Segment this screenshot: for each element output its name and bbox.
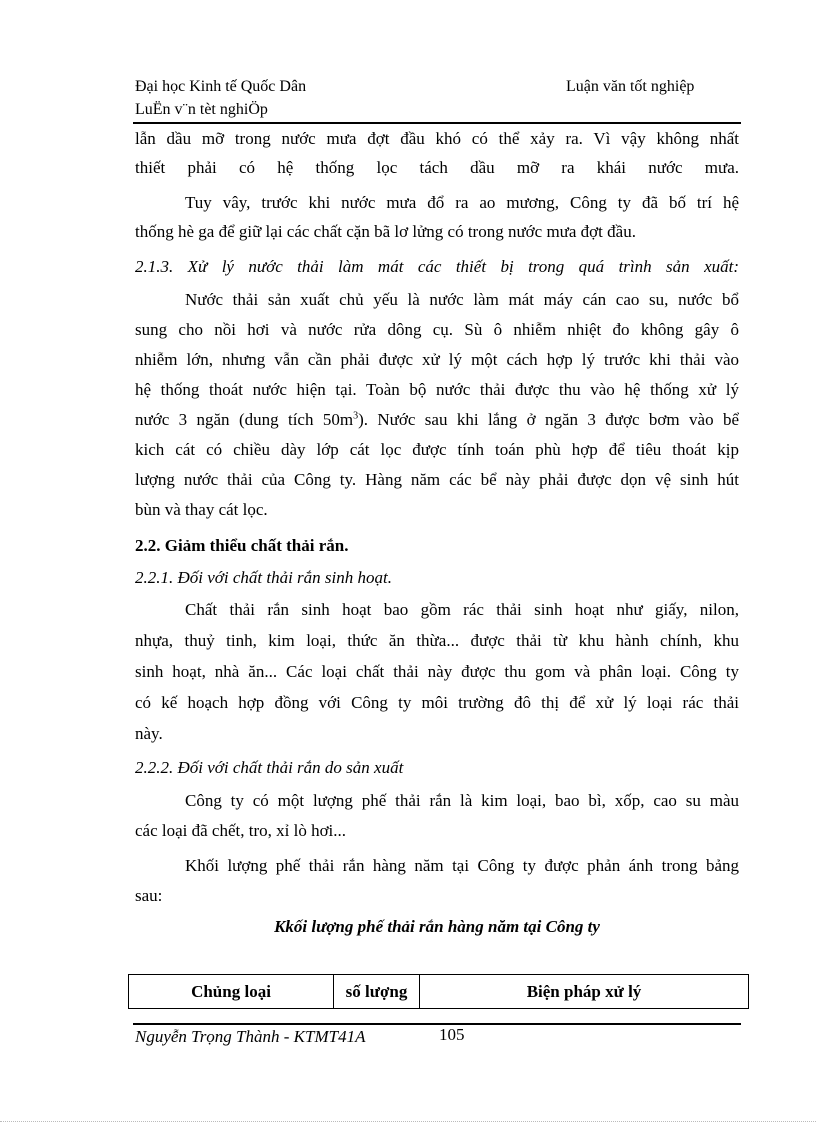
paragraph-line: nhựa, thuỷ tinh, kim loại, thức ăn thừa... được thải từ khu hành chính, khu [135,631,739,650]
paragraph-line: có kế hoạch hợp đồng với Công ty môi trường đô thị để xử lý loại rác thải [135,693,739,712]
paragraph-line: sung cho nồi hơi và nước rửa dông cụ. Sù ô nhiễm nhiệt đo không gây ô [135,320,739,339]
paragraph-line: lẫn dầu mỡ trong nước mưa đợt đầu khó có thể xảy ra. Vì vậy không nhất [135,129,739,148]
paragraph-line: Chất thải rắn sinh hoạt bao gồm rác thải sinh hoạt như giấy, nilon, [185,600,739,619]
footer-author: Nguyễn Trọng Thành - KTMT41A [135,1027,366,1046]
section-heading-2-2: 2.2. Giảm thiểu chất thải rắn. [135,536,349,555]
header-thesis-label: Luận văn tốt nghiệp [566,78,695,95]
paragraph-line: Tuy vây, trước khi nước mưa đổ ra ao mương, Công ty đã bố trí hệ [185,193,739,212]
text-fragment: nước 3 ngăn (dung tích 50m [135,410,354,429]
paragraph-line: Khối lượng phế thải rắn hàng năm tại Công ty được phản ánh trong bảng [185,856,739,875]
table-header-row [129,975,749,1009]
section-heading-2-2-2: 2.2.2. Đối với chất thải rắn do sản xuất [135,758,404,777]
paragraph-line: các loại đã chết, tro, xỉ lò hơi... [135,821,347,840]
waste-table [128,974,749,1009]
paragraph-line-with-superscript [135,407,739,433]
paragraph-line: thống hè ga để giữ lại các chất cặn bã lơ lửng có trong nước mưa đợt đầu. [135,222,636,241]
header-garbled-subtitle: LuËn v¨n tèt nghiÖp [135,101,268,118]
footer-rule [133,1023,741,1025]
table-header-cell-treatment: Biện pháp xử lý [420,975,749,1009]
section-heading-2-1-3: 2.1.3. Xử lý nước thải làm mát các thiết bị trong quá trình sản xuất: [135,257,739,276]
table-header-cell-quantity: số lượng [334,975,420,1009]
paragraph-line: bùn và thay cát lọc. [135,500,268,519]
table-caption: Kkối lượng phế thải rắn hàng năm tại Công ty [274,917,600,936]
header-university: Đại học Kinh tế Quốc Dân [135,78,307,95]
table-header-cell-type: Chủng loại [129,975,334,1009]
page-break-dotted-line [0,1121,816,1122]
superscript: 3 [353,410,359,422]
paragraph-line: này. [135,724,163,743]
paragraph-line: Nước thải sản xuất chủ yếu là nước làm mát máy cán cao su, nước bổ [185,290,739,309]
paragraph-line: sinh hoạt, nhà ăn... Các loại chất thải này được thu gom và phân loại. Công ty [135,662,739,681]
header-rule [133,122,741,124]
paragraph-line: nhiễm lớn, nhưng vẫn cần phải được xử lý một cách hợp lý trước khi thải vào [135,350,739,369]
paragraph-line: thiết phải có hệ thống lọc tách dầu mỡ ra khái nước mưa. [135,158,739,177]
paragraph-line: lượng nước thải của Công ty. Hàng năm các bể này phải được dọn vệ sinh hút [135,470,739,489]
section-heading-2-2-1: 2.2.1. Đối với chất thải rắn sinh hoạt. [135,568,392,587]
paragraph-line: sau: [135,886,163,905]
paragraph-line: kich cát có chiều dày lớp cát lọc được tính toán phù hợp để tiêu thoát kịp [135,440,739,459]
paragraph-line: Công ty có một lượng phế thải rắn là kim loại, bao bì, xốp, cao su màu [185,791,739,810]
text-fragment: ). Nước sau khi lắng ở ngăn 3 được bơm vào bể [358,410,739,429]
page-number: 105 [439,1025,465,1044]
paragraph-line: hệ thống thoát nước hiện tại. Toàn bộ nước thải được thu vào hệ thống xử lý [135,380,739,399]
